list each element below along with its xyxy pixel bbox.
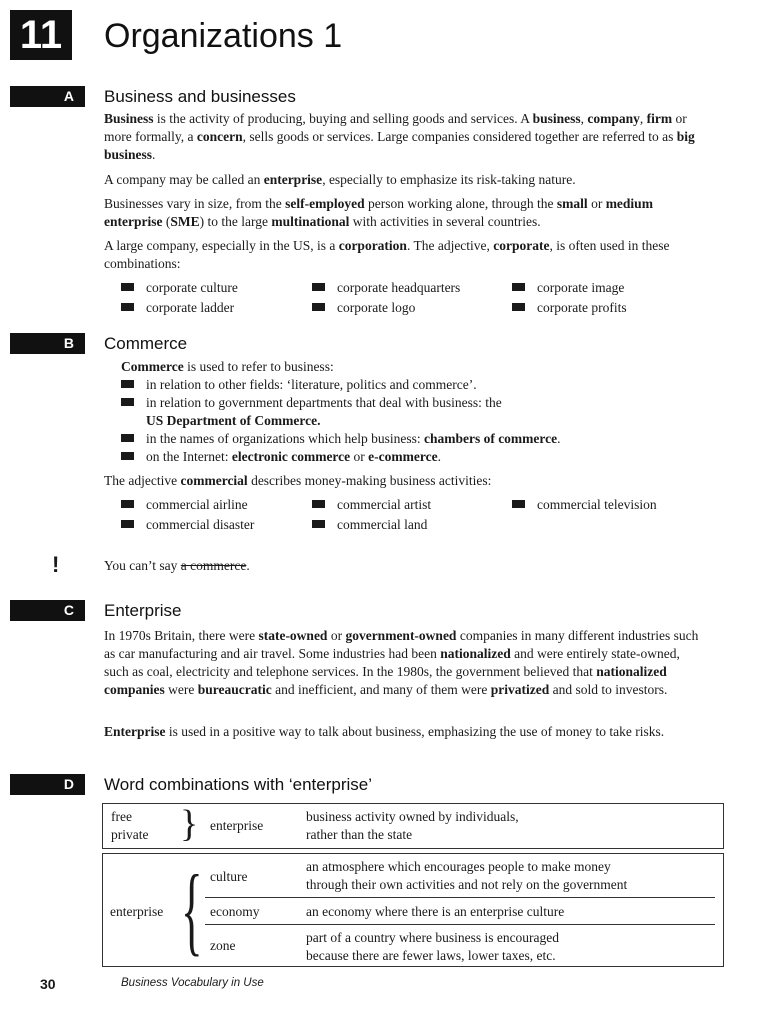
key-term: SME [170, 214, 200, 229]
text-run: , [639, 111, 647, 126]
key-term: big business [104, 129, 695, 162]
text-run: A company may be called an [104, 172, 264, 187]
key-term: nationalized companies [104, 664, 667, 697]
right-brace: } [180, 803, 199, 845]
commercial-bullet: commercial artist [312, 496, 431, 514]
corporate-bullet: corporate logo [312, 299, 415, 317]
text-run: companies in many different industries such as car manufacturing and air travel. Some industries had been [104, 628, 699, 661]
text-run: is used to refer to business: [183, 359, 334, 374]
commerce-usage-item [121, 394, 502, 412]
text-run: with activities in several countries. [349, 214, 541, 229]
text-run: , is often used in these combinations: [104, 238, 670, 271]
book-title: Business Vocabulary in Use [121, 977, 264, 989]
corporate-bullet: corporate headquarters [312, 279, 460, 297]
section-b-intro [121, 358, 721, 376]
text-run: . [557, 431, 561, 446]
key-term: corporate [493, 238, 550, 253]
term-free: free [111, 809, 132, 824]
commercial-bullet: commercial airline [121, 496, 248, 514]
text-run: A large company, especially in the US, is a [104, 238, 339, 253]
section-a-para-2 [104, 171, 704, 189]
section-c-para-1 [104, 627, 704, 699]
key-term: chambers of commerce [423, 431, 558, 446]
key-term: e-commerce [368, 449, 438, 464]
corporate-bullet: corporate image [512, 279, 624, 297]
text-run: The adjective [104, 473, 181, 488]
text-run: on the Internet: [146, 449, 232, 464]
term-zone: zone [210, 938, 236, 953]
text-run: is used in a positive way to talk about business, emphasizing the use of money to take risks. [165, 724, 665, 739]
commerce-usage-item-cont: US Department of Commerce. [146, 413, 321, 428]
commerce-usage-item [121, 448, 441, 466]
definition-line: through their own activities and not rely on the government [306, 877, 628, 892]
section-b-heading: Commerce [104, 334, 188, 353]
key-term: business [532, 111, 581, 126]
term-enterprise: enterprise [110, 904, 164, 919]
left-brace: { [181, 854, 203, 965]
exclamation-icon: ! [52, 552, 60, 577]
definition-line: an economy where there is an enterprise culture [306, 904, 565, 919]
text-run: describes money-making business activities: [247, 473, 492, 488]
key-term: bureaucratic [197, 682, 272, 697]
definition-line: part of a country where business is encouraged [306, 930, 560, 945]
key-term: company [587, 111, 640, 126]
text-run: or [587, 196, 606, 211]
section-d-heading: Word combinations with ‘enterprise’ [104, 775, 373, 794]
usage-note-struck: a commerce [180, 558, 247, 573]
corporate-bullet: corporate culture [121, 279, 238, 297]
definition-line: business activity owned by individuals, [306, 809, 519, 824]
key-term: multinational [271, 214, 350, 229]
key-term: government-owned [345, 628, 457, 643]
text-run: ( [162, 214, 171, 229]
page-number: 30 [40, 976, 56, 992]
text-run: In 1970s Britain, there were [104, 628, 259, 643]
section-a-heading: Business and businesses [104, 87, 296, 106]
commercial-bullet: commercial land [312, 516, 427, 534]
text-run: in relation to government departments that deal with business: the [146, 395, 502, 410]
key-term: nationalized [440, 646, 511, 661]
commerce-usage-item [121, 376, 477, 394]
usage-note [104, 557, 250, 575]
term-private: private [111, 827, 149, 842]
key-term: commercial [180, 473, 248, 488]
section-c-heading: Enterprise [104, 601, 182, 620]
key-term: firm [646, 111, 673, 126]
unit-title: Organizations 1 [104, 17, 343, 55]
corporate-bullet: corporate profits [512, 299, 627, 317]
text-run: Businesses vary in size, from the [104, 196, 286, 211]
text-run: were [164, 682, 198, 697]
term-economy: economy [210, 904, 260, 919]
text-run: and sold to investors. [549, 682, 668, 697]
section-a-para-1 [104, 110, 704, 164]
text-run: or [350, 449, 369, 464]
term-culture: culture [210, 869, 248, 884]
text-run: ) to the large [199, 214, 272, 229]
text-run: and were entirely state-owned, such as coal, electricity and telephone services. In the 1980s, the government believed that [104, 646, 680, 679]
row-divider [205, 924, 715, 925]
text-run: . The adjective, [406, 238, 494, 253]
key-term: Commerce [121, 359, 184, 374]
text-run: in the names of organizations which help business: [146, 431, 424, 446]
key-term: state-owned [258, 628, 328, 643]
section-d-marker: D [10, 774, 85, 795]
key-term: small [556, 196, 588, 211]
text-run: and inefficient, and many of them were [271, 682, 491, 697]
key-term: corporation [338, 238, 407, 253]
definition-line: because there are fewer laws, lower taxes, etc. [306, 948, 556, 963]
definition-line: rather than the state [306, 827, 413, 842]
text-run: or [327, 628, 346, 643]
section-c-marker: C [10, 600, 85, 621]
row-divider [205, 897, 715, 898]
section-c-para-2 [104, 723, 704, 741]
commerce-usage-item [121, 430, 561, 448]
key-term: medium enterprise [104, 196, 653, 229]
section-a-para-4 [104, 237, 704, 273]
section-a-marker: A [10, 86, 85, 107]
text-run: or more formally, a [104, 111, 687, 144]
text-run: , sells goods or services. Large companies considered together are referred to as [242, 129, 677, 144]
section-a-para-3 [104, 195, 704, 231]
text-run: person working alone, through the [364, 196, 557, 211]
usage-note-prefix: You can’t say [104, 558, 181, 573]
commercial-bullet: commercial television [512, 496, 657, 514]
key-term: privatized [490, 682, 550, 697]
section-b-adjective [104, 472, 704, 490]
text-run: , especially to emphasize its risk-taking nature. [322, 172, 576, 187]
term-enterprise: enterprise [210, 818, 264, 833]
key-term: enterprise [263, 172, 323, 187]
text-run: . [152, 147, 156, 162]
usage-note-suffix: . [246, 558, 250, 573]
text-run: is the activity of producing, buying and selling goods and services. A [153, 111, 533, 126]
section-b-marker: B [10, 333, 85, 354]
corporate-bullet: corporate ladder [121, 299, 234, 317]
text-run: . [437, 449, 441, 464]
key-term: electronic commerce [231, 449, 351, 464]
key-term: self-employed [285, 196, 365, 211]
text-run: , [580, 111, 588, 126]
key-term: Business [104, 111, 154, 126]
commercial-bullet: commercial disaster [121, 516, 254, 534]
key-term: concern [196, 129, 243, 144]
key-term: Enterprise [104, 724, 166, 739]
unit-number: 11 [10, 10, 72, 60]
definition-line: an atmosphere which encourages people to make money [306, 859, 611, 874]
text-run: in relation to other fields: ‘literature, politics and commerce’. [146, 377, 477, 392]
